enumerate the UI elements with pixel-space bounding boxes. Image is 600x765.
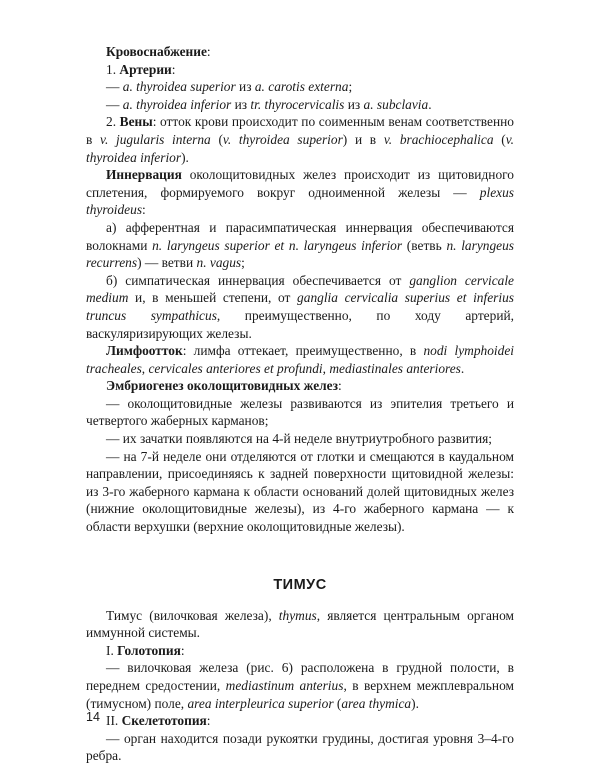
thymus-intro: Тимус (вилочковая железа), thymus, является центральным органом иммунной системы. <box>86 607 515 641</box>
veins-paragraph: 2. Вены: отток крови происходит по соименным венам соответственно в v. jugularis interna (v. thyroidea superior) и в v. brachiocephalica (v. thyroidea inferior). <box>86 114 514 165</box>
innervation-item-a: а) афферентная и парасимпатическая иннервация обеспечиваются волокнами n. laryngeus superior et n. laryngeus inferior (ветвь n. laryngeus recurrens) — ветви n. vagus; <box>86 219 515 271</box>
embryo-item: — околощитовидные железы развиваются из эпителия третьего и четвертого жаберных карманов; <box>86 395 514 429</box>
innervation-item-b: б) симпатическая иннервация обеспечивается от ganglion cervicale medium и, в меньшей степени, от ganglia cervicalia superius et inferius truncus sympathicus, преимущественно, по ходу артерий, васкуляризирующих железы. <box>86 272 514 341</box>
section-title-thymus: ТИМУС <box>273 576 327 593</box>
blood-supply-heading: Кровоснабжение: <box>106 44 211 59</box>
holotopy-text: — вилочковая железа (рис. 6) расположена в грудной полости, в переднем средостении, mediastinum anterius, в верхнем межплевральном (тимусном) поле, area interpleurica superior (area thymica). <box>86 660 514 711</box>
skeletotopy-text: — орган находится позади рукоятки грудины, достигая уровня 3–4-го ребра. <box>86 730 514 764</box>
artery-item-superior: — a. thyroidea superior из a. carotis externa; <box>106 79 353 95</box>
innervation-paragraph: Иннервация околощитовидных желез происходит из щитовидного сплетения, формируемого вокруг одноименной железы — plexus thyroideus: <box>86 167 514 218</box>
embryo-item: — на 7-й неделе они отделяются от глотки и смещаются в каудальном направлении, присоединяясь к задней поверхности щитовидной железы: из 3-го жаберного кармана к области оснований долей щитовидных желез (нижние околощитовидные железы), из 4-го жаберного кармана — к области верхушки (верхние околощитовидные железы). <box>86 448 514 535</box>
arteries-heading: 1. Артерии: <box>106 61 176 77</box>
embryo-item: — их зачатки появляются на 4-й неделе внутриутробного развития; <box>106 431 493 447</box>
embryo-heading: Эмбриогенез околощитовидных желез: <box>106 378 342 394</box>
holotopy-heading: I. Голотопия: <box>106 642 185 658</box>
page-number: 14 <box>86 710 100 724</box>
page-content <box>86 43 514 765</box>
artery-item-inferior: — a. thyroidea inferior из tr. thyrocervicalis из a. subclavia. <box>106 96 432 112</box>
lymph-paragraph: Лимфоотток: лимфа оттекает, преимущественно, в nodi lymphoidei tracheales, cervicales anteriores et profundi, mediastinales anteriores. <box>86 343 515 376</box>
skeletotopy-heading: II. Скелетотопия: <box>106 713 211 729</box>
